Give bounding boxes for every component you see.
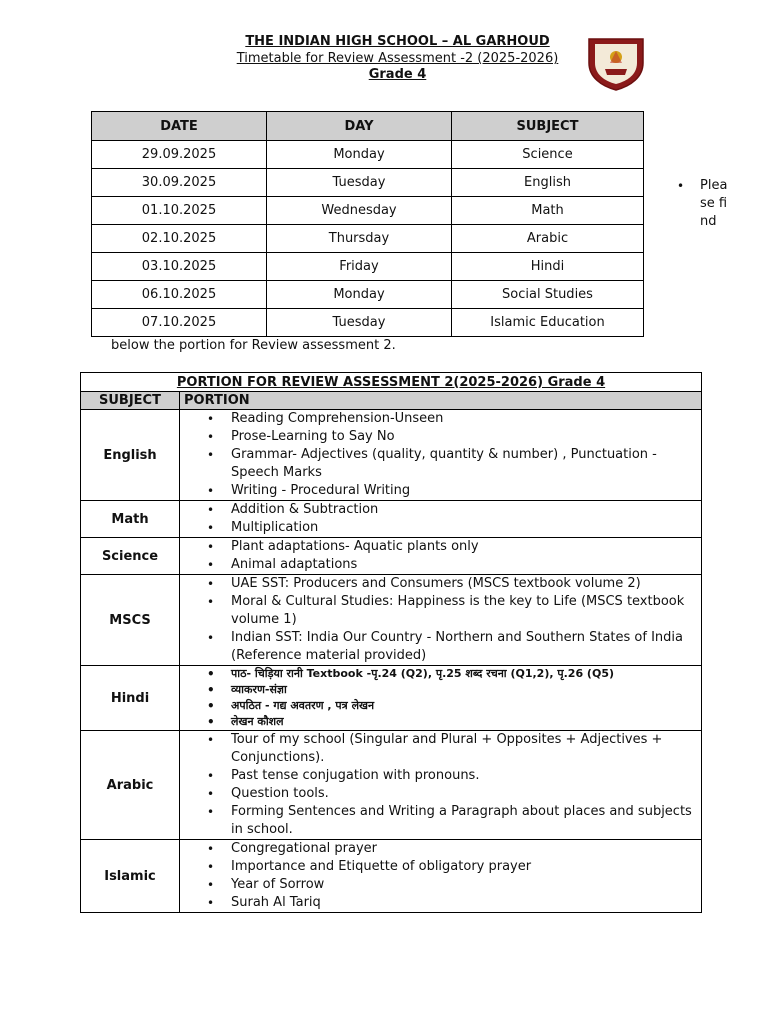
list-item: • Year of Sorrow xyxy=(180,876,701,894)
day-cell: Wednesday xyxy=(267,197,452,225)
portion-cell xyxy=(180,410,702,501)
day-cell: Tuesday xyxy=(267,309,452,337)
list-item: • Importance and Etiquette of obligatory prayer xyxy=(180,858,701,876)
list-item: • Addition & Subtraction xyxy=(180,501,701,519)
day-cell: Friday xyxy=(267,253,452,281)
list-item: • Forming Sentences and Writing a Paragraph about places and subjects in school. xyxy=(180,803,701,839)
list-item: • Question tools. xyxy=(180,785,701,803)
table-row xyxy=(81,840,702,913)
list-item: • पाठ- चिड़िया रानी Textbook -पृ.24 (Q2), पृ.25 शब्द रचना (Q1,2), पृ.26 (Q5) xyxy=(180,666,701,682)
list-item: • Congregational prayer xyxy=(180,840,701,858)
list-item: • Multiplication xyxy=(180,519,701,537)
portion-table xyxy=(80,372,702,913)
list-item: • Surah Al Tariq xyxy=(180,894,701,912)
list-item: • Plant adaptations- Aquatic plants only xyxy=(180,538,701,556)
list-item: • Reading Comprehension-Unseen xyxy=(180,410,701,428)
school-emblem-icon xyxy=(585,35,647,91)
subject-cell: Arabic xyxy=(81,731,180,840)
list-item: • Tour of my school (Singular and Plural + Opposites + Adjectives + Conjunctions). xyxy=(180,731,701,767)
portion-cell xyxy=(180,666,702,731)
subject-cell: Hindi xyxy=(452,253,644,281)
table-row xyxy=(92,309,644,337)
portion-cell xyxy=(180,538,702,575)
table-row xyxy=(92,141,644,169)
timetable-header-date: DATE xyxy=(92,112,267,141)
subject-cell: Science xyxy=(81,538,180,575)
table-row xyxy=(81,501,702,538)
date-cell: 03.10.2025 xyxy=(92,253,267,281)
list-item: • व्याकरण-संज्ञा xyxy=(180,682,701,698)
grade-label: Grade 4 xyxy=(368,67,427,82)
portion-title: PORTION FOR REVIEW ASSESSMENT 2(2025-2026) Grade 4 xyxy=(81,373,702,392)
subject-cell: English xyxy=(452,169,644,197)
day-cell: Monday xyxy=(267,141,452,169)
table-row xyxy=(92,169,644,197)
list-item: • लेखन कौशल xyxy=(180,714,701,730)
note-continuation: below the portion for Review assessment 2. xyxy=(111,338,396,353)
page-header xyxy=(0,34,768,83)
subject-cell: English xyxy=(81,410,180,501)
table-row xyxy=(92,253,644,281)
timetable-header-day: DAY xyxy=(267,112,452,141)
table-row xyxy=(92,225,644,253)
date-cell: 01.10.2025 xyxy=(92,197,267,225)
portion-cell xyxy=(180,575,702,666)
list-item: • Moral & Cultural Studies: Happiness is the key to Life (MSCS textbook volume 1) xyxy=(180,593,701,629)
document-subtitle: Timetable for Review Assessment -2 (2025-2026) xyxy=(236,51,559,66)
table-row xyxy=(81,538,702,575)
list-item: • अपठित - गद्य अवतरण , पत्र लेखन xyxy=(180,698,701,714)
date-cell: 30.09.2025 xyxy=(92,169,267,197)
portion-cell xyxy=(180,840,702,913)
date-cell: 02.10.2025 xyxy=(92,225,267,253)
list-item: • UAE SST: Producers and Consumers (MSCS textbook volume 2) xyxy=(180,575,701,593)
portion-cell xyxy=(180,501,702,538)
table-row xyxy=(81,731,702,840)
table-row xyxy=(81,666,702,731)
list-item: • Grammar- Adjectives (quality, quantity & number) , Punctuation - Speech Marks xyxy=(180,446,701,482)
date-cell: 29.09.2025 xyxy=(92,141,267,169)
subject-cell: Math xyxy=(81,501,180,538)
table-row xyxy=(81,575,702,666)
table-row xyxy=(92,197,644,225)
subject-cell: Islamic xyxy=(81,840,180,913)
table-row xyxy=(81,410,702,501)
subject-cell: MSCS xyxy=(81,575,180,666)
day-cell: Monday xyxy=(267,281,452,309)
subject-cell: Hindi xyxy=(81,666,180,731)
portion-header-subject: SUBJECT xyxy=(81,392,180,410)
timetable-header-subject: SUBJECT xyxy=(452,112,644,141)
subject-cell: Islamic Education xyxy=(452,309,644,337)
timetable xyxy=(91,111,644,337)
date-cell: 06.10.2025 xyxy=(92,281,267,309)
portion-header-portion: PORTION xyxy=(180,392,702,410)
table-row xyxy=(92,281,644,309)
school-name: THE INDIAN HIGH SCHOOL – AL GARHOUD xyxy=(245,34,550,49)
list-item: • Past tense conjugation with pronouns. xyxy=(180,767,701,785)
date-cell: 07.10.2025 xyxy=(92,309,267,337)
list-item: • Animal adaptations xyxy=(180,556,701,574)
subject-cell: Math xyxy=(452,197,644,225)
day-cell: Tuesday xyxy=(267,169,452,197)
list-item: • Writing - Procedural Writing xyxy=(180,482,701,500)
subject-cell: Arabic xyxy=(452,225,644,253)
bullet-icon: • xyxy=(677,179,685,193)
list-item: • Indian SST: India Our Country - Northern and Southern States of India (Reference material provided) xyxy=(180,629,701,665)
subject-cell: Social Studies xyxy=(452,281,644,309)
list-item: • Prose-Learning to Say No xyxy=(180,428,701,446)
day-cell: Thursday xyxy=(267,225,452,253)
side-note-text: Please find xyxy=(700,178,728,229)
portion-cell xyxy=(180,731,702,840)
subject-cell: Science xyxy=(452,141,644,169)
